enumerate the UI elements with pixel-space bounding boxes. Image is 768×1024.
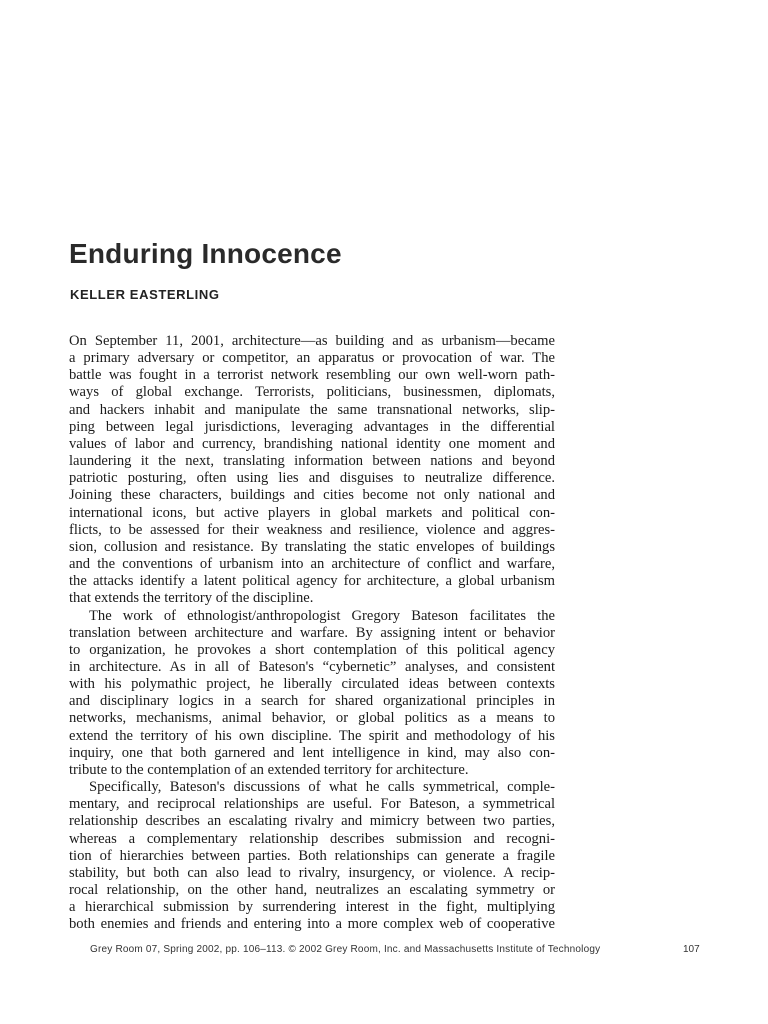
body-line: mentary, and reciprocal relationships are useful. For Bateson, a symmetrical [69, 796, 555, 813]
body-line: Joining these characters, buildings and cities become not only national and [69, 487, 555, 504]
body-line: sion, collusion and resistance. By translating the static envelopes of buildings [69, 538, 555, 555]
body-line: international icons, but active players in global markets and political con- [69, 504, 555, 521]
body-line: Specifically, Bateson's discussions of what he calls symmetrical, comple- [89, 779, 555, 796]
body-line: battle was fought in a terrorist network resembling our own well-worn path- [69, 367, 555, 384]
body-line: to organization, he provokes a short contemplation of this political agency [69, 641, 555, 658]
body-line: with his polymathic project, he liberally circulated ideas between contexts [69, 676, 555, 693]
body-line: extend the territory of his own discipline. The spirit and methodology of his [69, 727, 555, 744]
body-line: relationship describes an escalating rivalry and mimicry between two parties, [69, 813, 555, 830]
body-line: tion of hierarchies between parties. Both relationships can generate a fragile [69, 847, 555, 864]
body-line: in architecture. As in all of Bateson's “cybernetic” analyses, and consistent [69, 658, 555, 675]
body-line: The work of ethnologist/anthropologist Gregory Bateson facilitates the [89, 607, 555, 624]
body-line: whereas a complementary relationship describes submission and recogni- [69, 830, 555, 847]
body-line: a primary adversary or competitor, an apparatus or provocation of war. The [69, 350, 555, 367]
body-line: patriotic posturing, often using lies and disguises to neutralize difference. [69, 470, 555, 487]
body-line: translation between architecture and warfare. By assigning intent or behavior [69, 624, 555, 641]
footer-citation: Grey Room 07, Spring 2002, pp. 106–113. © 2002 Grey Room, Inc. and Massachusetts Institute of Technology [90, 944, 601, 955]
article-title: Enduring Innocence [69, 238, 342, 269]
body-line: rocal relationship, on the other hand, neutralizes an escalating symmetry or [69, 882, 555, 898]
body-line: laundering it the next, translating information between nations and beyond [69, 453, 555, 470]
body-line: On September 11, 2001, architecture—as building and as urbanism—became [69, 333, 555, 349]
article-body [69, 333, 555, 933]
body-line: that extends the territory of the discipline. [69, 590, 314, 607]
body-line: both enemies and friends and entering into a more complex web of cooperative [69, 916, 555, 933]
body-line: the attacks identify a latent political agency for architecture, a global urbanism [69, 573, 555, 590]
body-line: a hierarchical submission by surrendering interest in the fight, multiplying [69, 899, 555, 916]
body-line: inquiry, one that both garnered and lent intelligence in kind, may also con- [69, 744, 555, 761]
body-line: and the conventions of urbanism into an architecture of conflict and warfare, [69, 556, 555, 573]
body-line: tribute to the contemplation of an extended territory for architecture. [69, 761, 469, 778]
article-author: KELLER EASTERLING [70, 287, 220, 302]
body-line: and disciplinary logics in a search for shared organizational principles in [69, 693, 555, 710]
page-number: 107 [683, 944, 700, 955]
body-line: ping between legal jurisdictions, leveraging advantages in the differential [69, 418, 555, 435]
body-line: networks, mechanisms, animal behavior, or global politics as a means to [69, 710, 555, 727]
body-line: ways of global exchange. Terrorists, politicians, businessmen, diplomats, [69, 384, 555, 401]
body-line: and hackers inhabit and manipulate the same transnational networks, slip- [69, 401, 555, 418]
body-line: flicts, to be assessed for their weakness and resilience, violence and aggres- [69, 521, 555, 538]
body-line: values of labor and currency, brandishing national identity one moment and [69, 435, 555, 452]
body-line: stability, but both can also lead to rivalry, insurgency, or violence. A recip- [69, 864, 555, 881]
